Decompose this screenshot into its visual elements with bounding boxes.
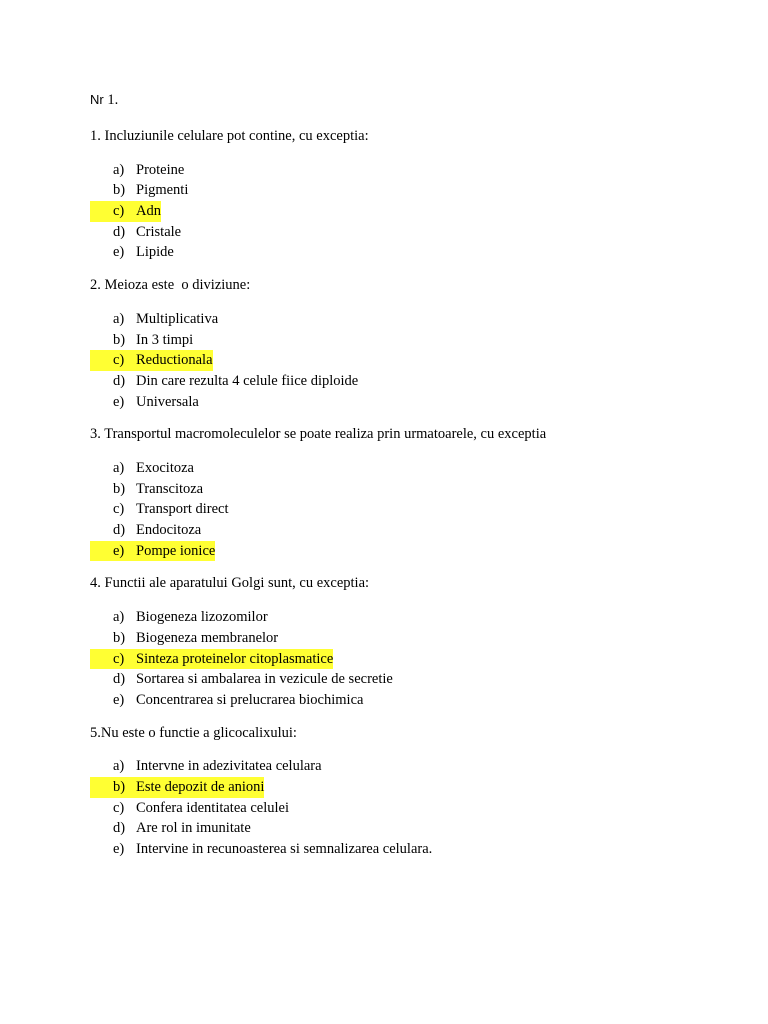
doc-title — [90, 92, 118, 109]
option-line — [90, 371, 358, 392]
question-list — [90, 126, 730, 872]
option-line — [90, 818, 251, 839]
option-letter: d) — [113, 223, 126, 240]
option-line — [90, 309, 218, 330]
option-a — [90, 607, 730, 628]
option-e-correct — [90, 541, 730, 562]
option-text: Universala — [136, 393, 199, 410]
option-c — [90, 798, 730, 819]
option-d — [90, 520, 730, 541]
option-letter: e) — [113, 841, 125, 858]
option-letter: e) — [113, 393, 125, 410]
option-letter: b) — [113, 778, 126, 795]
option-letter: b) — [113, 629, 126, 646]
option-line — [90, 330, 193, 351]
option-e — [90, 690, 730, 711]
option-a — [90, 458, 730, 479]
option-c-correct — [90, 201, 730, 222]
correct-answer-highlight — [90, 201, 161, 222]
doc-title-number: 1. — [107, 92, 119, 108]
option-text: Reductionala — [136, 352, 213, 369]
option-b — [90, 479, 730, 500]
option-c-correct — [90, 350, 730, 371]
question-2 — [90, 275, 730, 412]
option-d — [90, 669, 730, 690]
option-line — [90, 458, 194, 479]
option-letter: e) — [113, 542, 125, 559]
option-a — [90, 160, 730, 181]
option-line — [90, 499, 229, 520]
option-text: Endocitoza — [136, 522, 202, 539]
option-line — [90, 798, 289, 819]
option-line — [90, 839, 432, 860]
option-line — [90, 242, 174, 263]
option-line — [90, 160, 184, 181]
option-text: Multiplicativa — [136, 310, 219, 327]
option-line — [90, 520, 201, 541]
option-letter: d) — [113, 522, 126, 539]
option-b — [90, 330, 730, 351]
option-letter: b) — [113, 331, 126, 348]
option-line — [90, 607, 268, 628]
option-text: Este depozit de anioni — [136, 778, 265, 795]
option-c — [90, 499, 730, 520]
option-list — [90, 160, 730, 263]
option-b-correct — [90, 777, 730, 798]
option-text: Transport direct — [136, 501, 229, 518]
option-d — [90, 818, 730, 839]
option-line — [90, 628, 278, 649]
option-letter: c) — [113, 501, 125, 518]
question-4 — [90, 573, 730, 710]
option-a — [90, 309, 730, 330]
option-letter: a) — [113, 310, 125, 327]
option-line — [90, 180, 188, 201]
option-text: Din care rezulta 4 celule fiice diploide — [136, 372, 359, 389]
option-letter: c) — [113, 799, 125, 816]
option-letter: d) — [113, 671, 126, 688]
option-e — [90, 839, 730, 860]
question-text: 2. Meioza este o diviziune: — [90, 277, 251, 294]
question-text: 1. Incluziunile celulare pot contine, cu exceptia: — [90, 128, 369, 144]
option-letter: a) — [113, 459, 125, 476]
option-letter: d) — [113, 820, 126, 837]
option-letter: a) — [113, 609, 125, 626]
option-d — [90, 371, 730, 392]
option-text: Concentrarea si prelucrarea biochimica — [136, 691, 364, 708]
question-5 — [90, 723, 730, 860]
option-letter: b) — [113, 480, 126, 497]
option-line — [90, 479, 203, 500]
option-list — [90, 309, 730, 412]
option-letter: e) — [113, 244, 125, 261]
question-text: 5.Nu este o functie a glicocalixului: — [90, 724, 297, 741]
question-text: 4. Functii ale aparatului Golgi sunt, cu exceptia: — [90, 575, 370, 592]
question-3 — [90, 424, 730, 561]
option-text: Pigmenti — [136, 182, 189, 199]
option-text: Cristale — [136, 223, 182, 240]
option-b — [90, 628, 730, 649]
option-text: Biogeneza membranelor — [136, 629, 279, 646]
option-letter: c) — [113, 203, 125, 220]
option-text: In 3 timpi — [136, 331, 194, 348]
option-line — [90, 222, 181, 243]
option-text: Sinteza proteinelor citoplasmatice — [136, 650, 334, 667]
correct-answer-highlight — [90, 649, 333, 670]
option-c-correct — [90, 649, 730, 670]
option-letter: b) — [113, 182, 126, 199]
option-text: Pompe ionice — [136, 542, 216, 559]
option-line — [90, 392, 199, 413]
option-text: Sortarea si ambalarea in vezicule de secretie — [136, 671, 393, 688]
option-letter: a) — [113, 758, 125, 775]
option-text: Proteine — [136, 161, 185, 178]
correct-answer-highlight — [90, 350, 213, 371]
option-list — [90, 607, 730, 710]
option-text: Intervne in adezivitatea celulara — [136, 758, 322, 775]
option-b — [90, 180, 730, 201]
option-text: Exocitoza — [136, 459, 194, 476]
doc-title-prefix: Nr — [90, 92, 104, 107]
question-1 — [90, 126, 730, 263]
correct-answer-highlight — [90, 777, 264, 798]
option-text: Confera identitatea celulei — [136, 799, 289, 816]
option-letter: c) — [113, 650, 125, 667]
option-line — [90, 690, 363, 711]
option-list — [90, 458, 730, 561]
option-text: Intervine in recunoasterea si semnalizarea celulara. — [136, 841, 433, 858]
option-e — [90, 242, 730, 263]
option-line — [90, 756, 322, 777]
question-text: 3. Transportul macromoleculelor se poate realiza prin urmatoarele, cu exceptia — [90, 426, 547, 443]
option-letter: a) — [113, 161, 125, 178]
option-d — [90, 222, 730, 243]
option-a — [90, 756, 730, 777]
option-letter: d) — [113, 372, 126, 389]
option-list — [90, 756, 730, 859]
option-text: Transcitoza — [136, 480, 204, 497]
option-letter: c) — [113, 352, 125, 369]
option-text: Biogeneza lizozomilor — [136, 609, 268, 626]
option-text: Adn — [136, 203, 161, 220]
option-line — [90, 669, 393, 690]
option-letter: e) — [113, 691, 125, 708]
option-e — [90, 392, 730, 413]
correct-answer-highlight — [90, 541, 215, 562]
option-text: Lipide — [136, 244, 174, 261]
option-text: Are rol in imunitate — [136, 820, 251, 837]
